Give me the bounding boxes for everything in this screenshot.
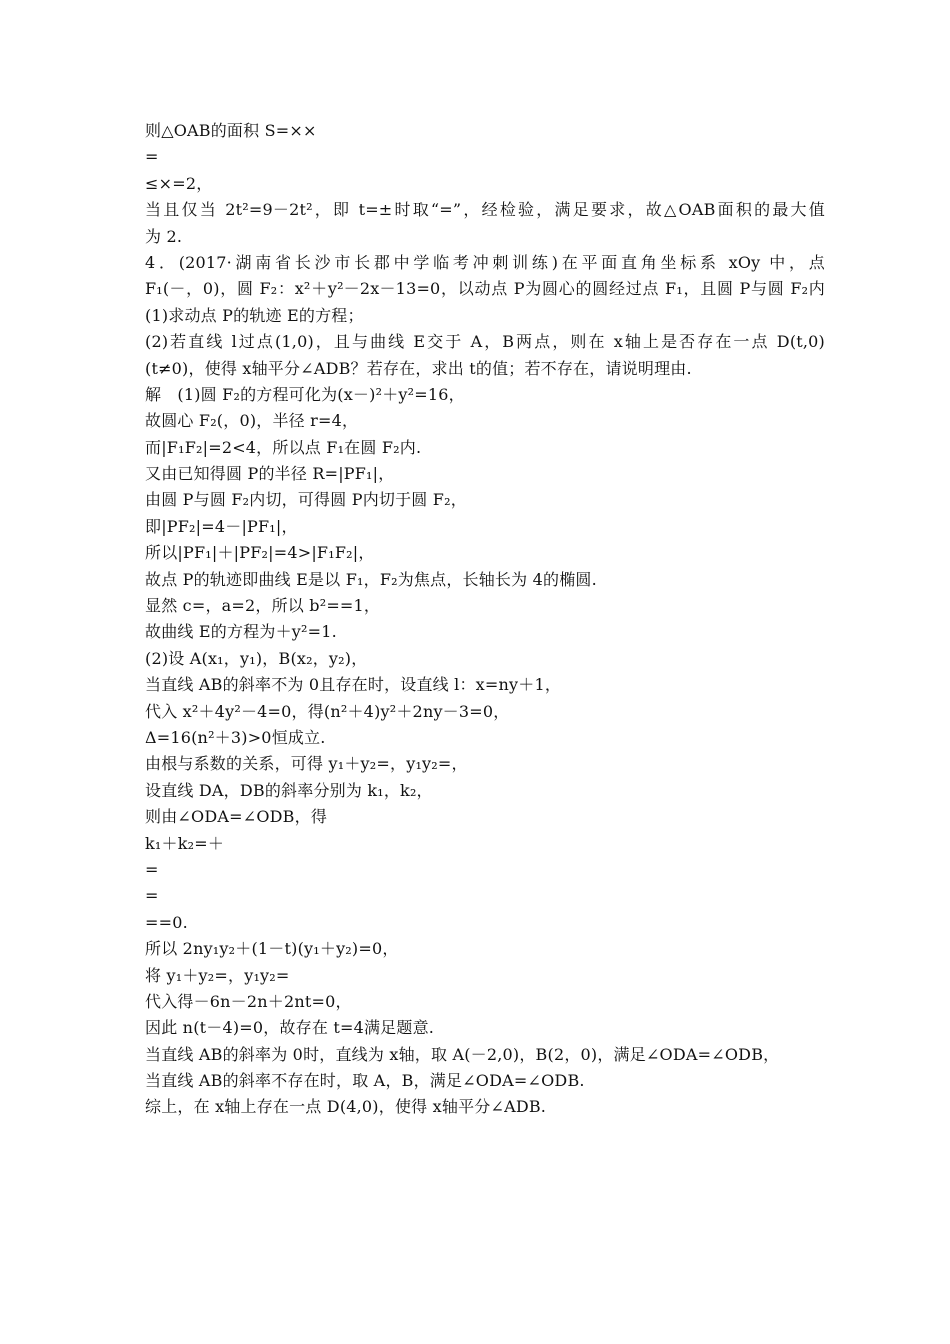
text-line: 当直线 AB的斜率不存在时，取 A，B，满足∠ODA=∠ODB. (145, 1071, 585, 1091)
text-line: 故圆心 F₂(，0)，半径 r=4， (145, 411, 359, 431)
text-line: 为 2. (145, 226, 183, 246)
text-line: = (145, 147, 159, 167)
text-line: ==0. (145, 912, 188, 932)
text-line: 当直线 AB的斜率不为 0且存在时，设直线 l：x=ny＋1， (145, 675, 562, 695)
text-line: F₁(－，0)，圆 F₂：x²＋y²－2x－13=0，以动点 P为圆心的圆经过点 F₁，且圆 P与圆 F₂内 (145, 279, 825, 299)
text-line: = (145, 859, 159, 879)
text-line: (t≠0)，使得 x轴平分∠ADB？若存在，求出 t的值；若不存在，请说明理由. (145, 358, 692, 378)
text-line: 当且仅当 2t²=9－2t²，即 t=±时取“=”，经检验，满足要求，故△OAB面积的最大值 (145, 200, 825, 220)
text-line: 解 (1)圆 F₂的方程可化为(x－)²＋y²=16， (145, 384, 465, 404)
text-line: 故点 P的轨迹即曲线 E是以 F₁，F₂为焦点，长轴长为 4的椭圆. (145, 569, 597, 589)
text-line: 将 y₁＋y₂=，y₁y₂= (145, 965, 290, 985)
text-line: ≤×=2， (145, 173, 213, 193)
text-line: 由圆 P与圆 F₂内切，可得圆 P内切于圆 F₂， (145, 490, 467, 510)
text-line: (1)求动点 P的轨迹 E的方程； (145, 305, 364, 325)
text-line: 代入得－6n－2n＋2nt=0， (145, 991, 352, 1011)
text-line: 则△OAB的面积 S=×× (145, 121, 317, 140)
text-line: 则由∠ODA=∠ODB，得 (145, 807, 328, 827)
text-line: 即|PF₂|=4－|PF₁|， (145, 516, 298, 536)
text-line: 所以 2ny₁y₂＋(1－t)(y₁＋y₂)=0， (145, 939, 399, 959)
text-line: (2)若直线 l过点(1,0)，且与曲线 E交于 A，B两点，则在 x轴上是否存在一点 D(t,0) (145, 332, 825, 352)
text-line: 而|F₁F₂|=2<4，所以点 F₁在圆 F₂内. (145, 437, 422, 457)
text-line: (2)设 A(x₁，y₁)，B(x₂，y₂)， (145, 648, 368, 668)
text-line: 显然 c=，a=2，所以 b²==1， (145, 596, 381, 616)
text-line: k₁＋k₂=＋ (145, 833, 225, 853)
text-line: 因此 n(t－4)=0，故存在 t=4满足题意. (145, 1018, 435, 1038)
text-line: 综上，在 x轴上存在一点 D(4,0)，使得 x轴平分∠ADB. (145, 1097, 547, 1117)
text-line: = (145, 886, 159, 906)
text-line: 所以|PF₁|＋|PF₂|=4>|F₁F₂|， (145, 543, 375, 563)
text-line: 又由已知得圆 P的半径 R=|PF₁|， (145, 464, 395, 484)
text-line: 由根与系数的关系，可得 y₁＋y₂=，y₁y₂=， (145, 754, 468, 774)
text-line: 故曲线 E的方程为＋y²=1. (145, 622, 337, 642)
text-line: 代入 x²＋4y²－4=0，得(n²＋4)y²＋2ny－3=0， (145, 701, 510, 721)
text-line: Δ=16(n²＋3)>0恒成立. (145, 727, 326, 747)
text-line: 4．(2017·湖南省长沙市长郡中学临考冲刺训练)在平面直角坐标系 xOy 中，点 (145, 252, 825, 272)
text-line: 当直线 AB的斜率为 0时，直线为 x轴，取 A(－2,0)，B(2，0)，满足∠ODA=∠ODB， (145, 1044, 780, 1064)
text-line: 设直线 DA，DB的斜率分别为 k₁，k₂， (145, 780, 433, 800)
document-page (145, 118, 825, 1121)
